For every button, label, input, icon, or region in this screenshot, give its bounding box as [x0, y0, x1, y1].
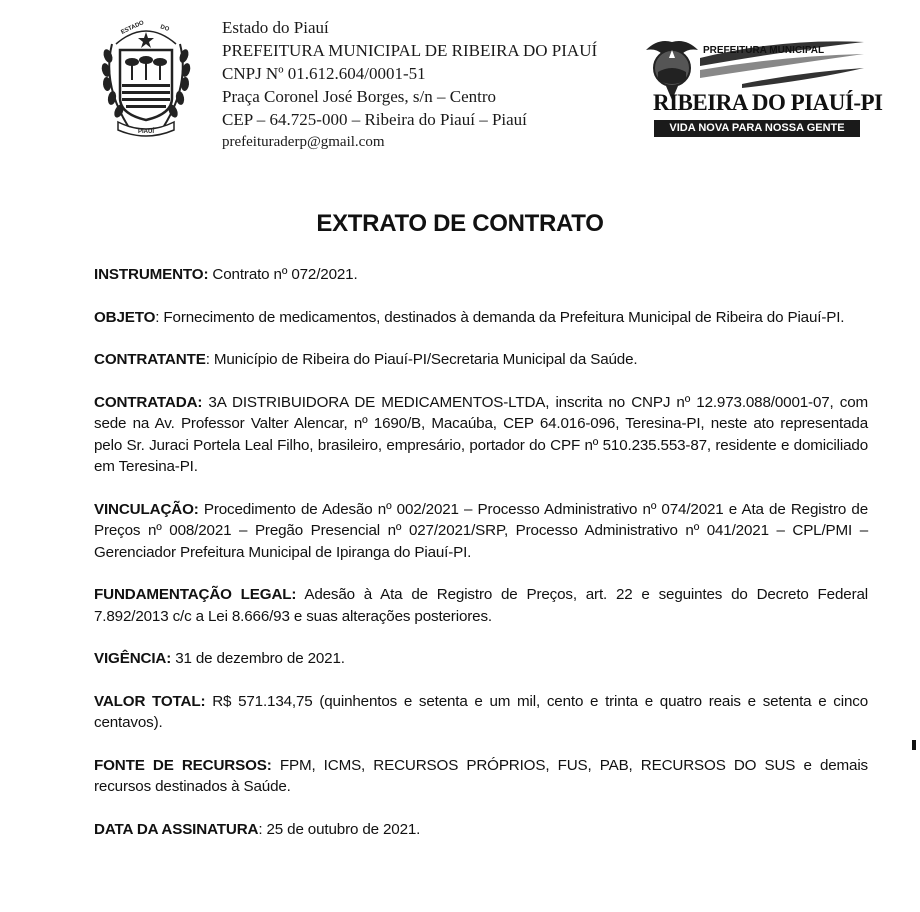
contract-clause: [94, 691, 868, 734]
contract-clause: [94, 499, 868, 564]
contract-clause: [94, 819, 868, 841]
clause-text: Contrato nº 072/2021.: [208, 266, 358, 283]
clause-text: : Fornecimento de medicamentos, destinados à demanda da Prefeitura Municipal de Ribeira do Piauí-PI.: [155, 308, 845, 326]
clause-label: FONTE DE RECURSOS:: [94, 756, 272, 774]
coat-inscription-right: DO: [159, 24, 170, 33]
letterhead: [222, 16, 597, 154]
clause-label: DATA DA ASSINATURA: [94, 820, 259, 838]
contract-clause: [94, 584, 868, 627]
contract-clause: [94, 755, 868, 798]
clause-label: VIGÊNCIA:: [94, 650, 172, 667]
clause-text: 3A DISTRIBUIDORA DE MEDICAMENTOS-LTDA, inscrita no CNPJ nº 12.973.088/0001-07, com sede na Av. Professor Valter Alencar, nº 1690/B, Macaúba, CEP 64.016-096, Teresina-PI, neste ato representada pelo Sr. Juraci Portela Leal Filho, brasileiro, empresário, portador do CPF nº 510.235.553-87, residente e domiciliado em Teresina-PI.: [94, 393, 868, 475]
header-email: prefeituraderp@gmail.com: [222, 134, 385, 150]
clause-text: : Município de Ribeira do Piauí-PI/Secretaria Municipal da Saúde.: [205, 351, 638, 368]
header-cnpj: CNPJ Nº 01.612.604/0001-51: [222, 64, 426, 83]
contract-clause: [94, 349, 868, 371]
header-municipality: PREFEITURA MUNICIPAL DE RIBEIRA DO PIAUÍ: [222, 41, 598, 60]
contract-clause: [94, 392, 868, 478]
logo-prefeitura-label: PREFEITURA MUNICIPAL: [703, 45, 825, 56]
header-state: Estado do Piauí: [222, 18, 329, 37]
edge-mark: [912, 740, 916, 750]
logo-name: RIBEIRA DO PIAUÍ-PI: [653, 90, 883, 115]
clause-label: FUNDAMENTAÇÃO LEGAL:: [94, 586, 297, 603]
contract-clause: [94, 264, 868, 286]
header-address: Praça Coronel José Borges, s/n – Centro: [222, 87, 497, 106]
coat-inscription-left: ESTADO: [120, 19, 146, 36]
clause-label: CONTRATADA:: [94, 393, 203, 411]
document-title: EXTRATO DE CONTRATO: [316, 210, 604, 237]
clause-label: INSTRUMENTO:: [94, 266, 209, 283]
clause-text: R$ 571.134,75 (quinhentos e setenta e um mil, cento e trinta e quatro reais e setenta e cinco centavos).: [94, 692, 868, 731]
clause-label: CONTRATANTE: [94, 351, 206, 368]
coat-of-arms-icon: [98, 14, 194, 142]
logo-slogan: VIDA NOVA PARA NOSSA GENTE: [654, 120, 860, 137]
contract-extract-body: [94, 264, 868, 861]
clause-label: OBJETO: [94, 308, 156, 326]
clause-text: Procedimento de Adesão nº 002/2021 – Processo Administrativo nº 074/2021 e Ata de Registro de Preços nº 008/2021 – Pregão Presencial nº 027/2021/SRP, Processo Administrativo nº 041/2021 – CPL/PMI – Gerenciador Prefeitura Municipal de Ipiranga do Piauí-PI.: [94, 500, 868, 561]
clause-text: : 25 de outubro de 2021.: [258, 820, 421, 838]
clause-text: 31 de dezembro de 2021.: [171, 650, 345, 667]
clause-label: VINCULAÇÃO:: [94, 500, 199, 518]
coat-inscription-bottom: PIAUÍ: [138, 129, 155, 135]
clause-text: Adesão à Ata de Registro de Preços, art. 22 e seguintes do Decreto Federal 7.892/2013 c/c a Lei 8.666/93 e suas alterações posteriores.: [94, 586, 869, 625]
contract-clause: [94, 648, 868, 670]
clause-label: VALOR TOTAL:: [94, 692, 206, 710]
contract-clause: [94, 307, 868, 329]
clause-text: FPM, ICMS, RECURSOS PRÓPRIOS, FUS, PAB, RECURSOS DO SUS e demais recursos destinados à Saúde.: [94, 756, 868, 795]
header-cep: CEP – 64.725-000 – Ribeira do Piauí – Piauí: [222, 110, 527, 129]
